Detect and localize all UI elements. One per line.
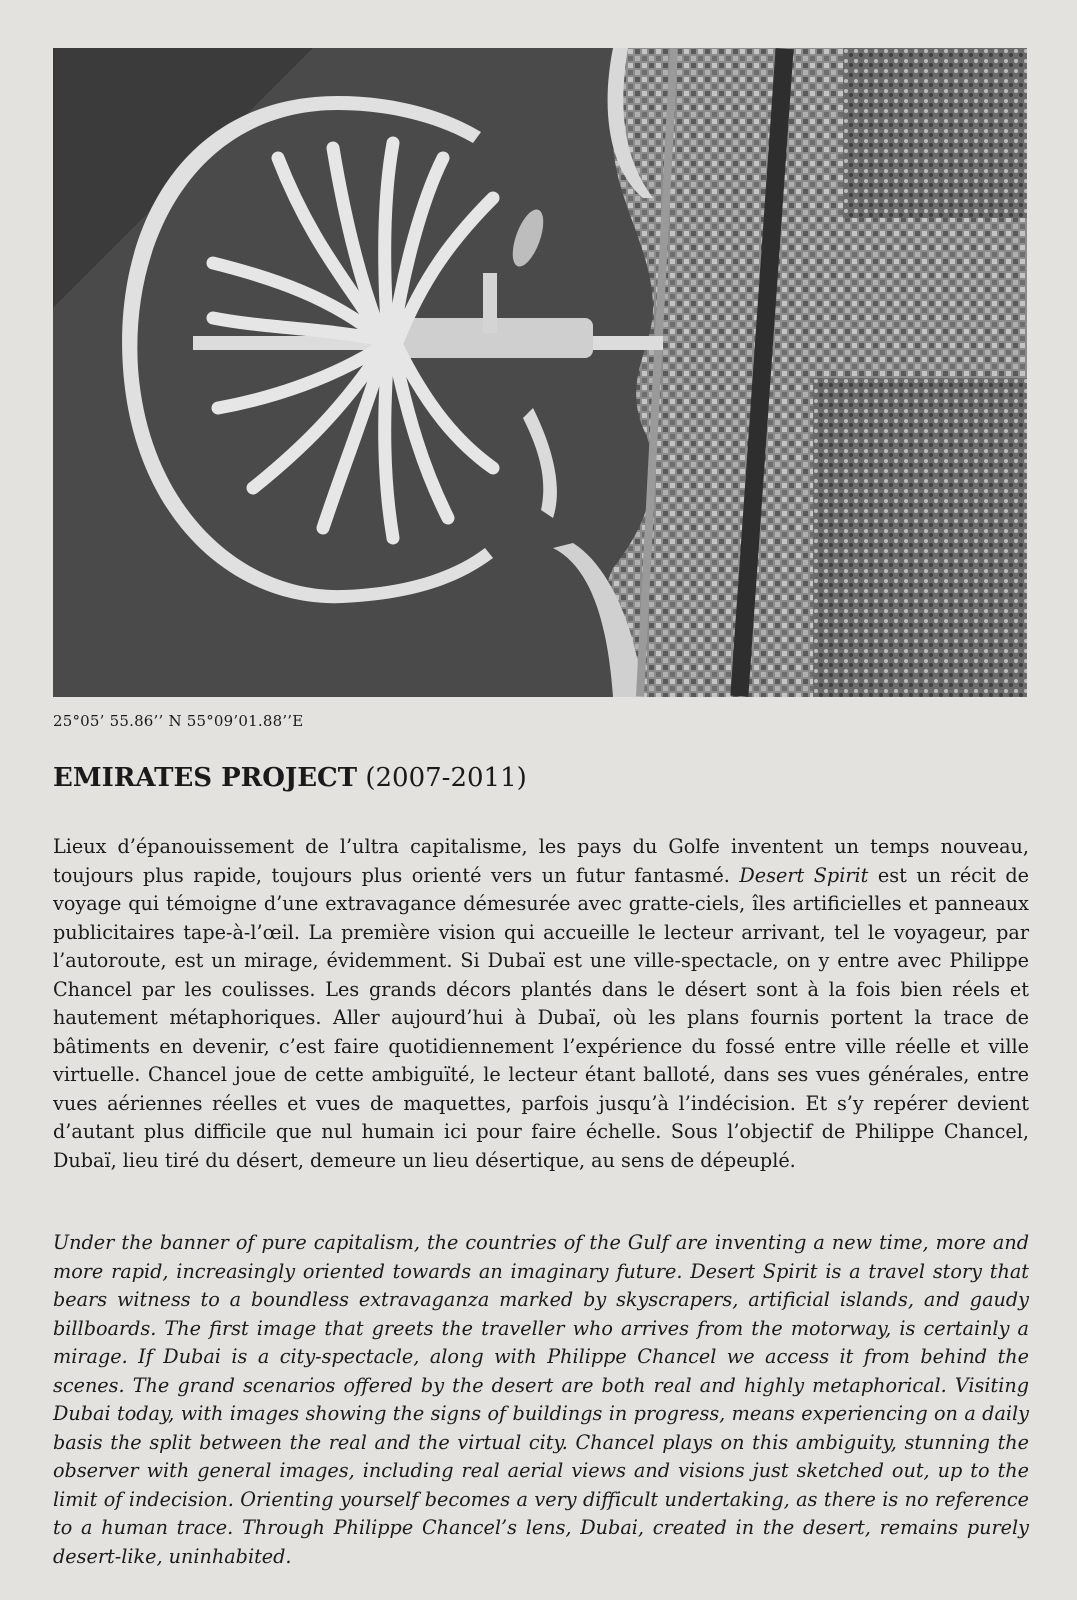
page-title [53, 763, 527, 793]
project-name: EMIRATES PROJECT [53, 763, 358, 793]
french-paragraph [53, 833, 1029, 1175]
french-book-title: Desert Spirit [739, 863, 869, 887]
aerial-photo [53, 48, 1027, 697]
french-text-end: est un récit de voyage qui témoigne d’une extravagance démesurée avec gratte-ciels, îles artificielles et panneaux publicitaires tape-à-l’œil. La première vision qui accueille le lecteur arrivant, tel le voyageur, par l’autoroute, est un mirage, évidemment. Si Dubaï est une ville-spectacle, on y entre avec Philippe Chancel par les coulisses. Les grands décors plantés dans le désert sont à la fois bien réels et hautement métaphoriques. Aller aujourd’hui à Dubaï, où les plans fournis portent la trace de bâtiments en devenir, c’est faire quotidiennement l’expérience du fossé entre ville réelle et ville virtuelle. Chancel joue de cette ambiguïté, le lecteur étant balloté, dans ses vues générales, entre vues aériennes réelles et vues de maquettes, parfois jusqu’à l’indécision. Et s’y repérer devient d’autant plus difficile que nul humain ici pour faire échelle. Sous l’objectif de Philippe Chancel, Dubaï, lieu tiré du désert, demeure un lieu désertique, au sens de dépeuplé. [53, 863, 1029, 1172]
gps-coordinates: 25°05’ 55.86’’ N 55°09’01.88’’E [53, 712, 304, 730]
project-years: (2007-2011) [365, 763, 527, 793]
english-paragraph: Under the banner of pure capitalism, the countries of the Gulf are inventing a new time, more and more rapid, increasingly oriented towards an imaginary future. Desert Spirit is a travel story that bears witness to a boundless extravaganza marked by skyscrapers, artificial islands, and gaudy billboards. The first image that greets the traveller who arrives from the motorway, is certainly a mirage. If Dubai is a city-spectacle, along with Philippe Chancel we access it from behind the scenes. The grand scenarios offered by the desert are both real and highly metaphorical. Visiting Dubai today, with images showing the signs of buildings in progress, means experiencing on a daily basis the split between the real and the virtual city. Chancel plays on this ambiguity, stunning the observer with general images, including real aerial views and visions just sketched out, up to the limit of indecision. Orienting yourself becomes a very difficult undertaking, as there is no reference to a human trace. Through Philippe Chancel’s lens, Dubai, created in the desert, remains purely desert-like, uninhabited. [53, 1231, 1029, 1568]
french-text-start: Lieux d’épanouissement de l’ultra capitalisme, les pays du Golfe inventent un temps nouveau, toujours plus rapide, toujours plus orienté vers un futur fantasmé. [53, 835, 1029, 887]
aerial-satellite-photo-icon [53, 48, 1027, 697]
